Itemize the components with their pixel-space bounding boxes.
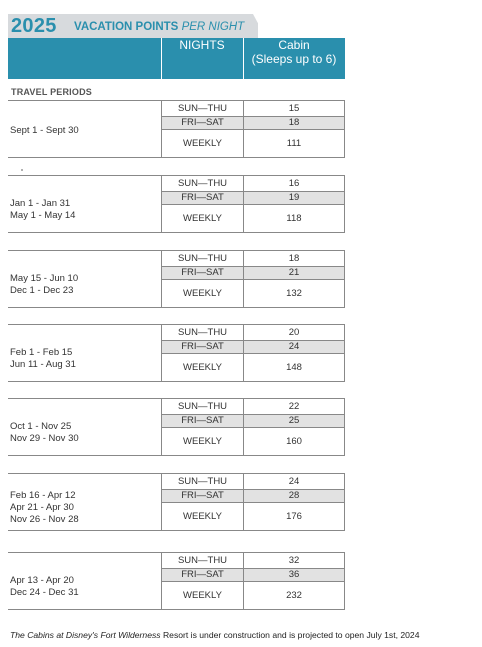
nights-label: WEEKLY: [183, 288, 222, 299]
nights-label: FRI—SAT: [181, 569, 224, 580]
column-divider: [344, 251, 345, 307]
points-value: 148: [286, 362, 302, 373]
nights-label: FRI—SAT: [181, 117, 224, 128]
column-divider: [344, 399, 345, 455]
points-value: 176: [286, 511, 302, 522]
nights-label: WEEKLY: [183, 138, 222, 149]
column-divider: [344, 101, 345, 157]
period-block: [8, 473, 345, 531]
period-dates: [10, 198, 160, 222]
points-value: 16: [288, 178, 300, 189]
nights-label: WEEKLY: [183, 362, 222, 373]
period-date-range: Dec 24 - Dec 31: [10, 587, 79, 598]
period-date-range: Oct 1 - Nov 25: [10, 421, 72, 432]
nights-label: FRI—SAT: [181, 490, 224, 501]
nights-label: FRI—SAT: [181, 267, 224, 278]
column-divider: [344, 176, 345, 232]
period-block: [8, 398, 345, 456]
nights-label: SUN—THU: [177, 253, 228, 264]
footnote: [10, 630, 420, 640]
period-date-range: Dec 1 - Dec 23: [10, 285, 74, 296]
period-dates: [10, 347, 160, 371]
period-date-range: Jan 1 - Jan 31: [10, 198, 71, 209]
period-date-range: Jun 11 - Aug 31: [10, 359, 76, 370]
points-value: 22: [288, 401, 300, 412]
nights-label: WEEKLY: [183, 511, 222, 522]
title-per-night: PER NIGHT: [181, 21, 245, 33]
period-date-range: May 1 - May 14: [10, 210, 76, 221]
title-main: VACATION POINTS: [74, 21, 179, 33]
points-value: 36: [288, 569, 300, 580]
title-text: [74, 21, 244, 33]
footnote-italic: The Cabins at Disney's Fort Wilderness: [10, 630, 161, 640]
nights-label: WEEKLY: [183, 213, 222, 224]
nights-label: FRI—SAT: [181, 192, 224, 203]
points-value: 111: [286, 138, 302, 149]
points-value: 28: [288, 490, 300, 501]
period-dates: [10, 575, 160, 599]
points-value: 15: [288, 103, 300, 114]
period-date-range: Nov 29 - Nov 30: [10, 433, 79, 444]
points-value: 24: [288, 476, 300, 487]
period-block: [8, 100, 345, 158]
period-date-range: Nov 26 - Nov 28: [10, 514, 79, 525]
nights-label: SUN—THU: [177, 327, 228, 338]
period-block: [8, 552, 345, 610]
nights-label: SUN—THU: [177, 103, 228, 114]
period-date-range: Apr 13 - Apr 20: [10, 575, 74, 586]
period-block: [8, 324, 345, 382]
column-divider: [344, 325, 345, 381]
points-value: 20: [288, 327, 300, 338]
column-divider: [344, 474, 345, 530]
nights-label: SUN—THU: [177, 178, 228, 189]
nights-label: FRI—SAT: [181, 341, 224, 352]
points-value: 25: [288, 415, 300, 426]
period-dates: [10, 490, 160, 526]
points-value: 232: [286, 590, 302, 601]
points-value: 18: [288, 253, 300, 264]
travel-periods-label: TRAVEL PERIODS: [11, 87, 92, 97]
period-date-range: Apr 21 - Apr 30: [10, 502, 74, 513]
nights-label: WEEKLY: [183, 436, 222, 447]
title-year: 2025: [11, 15, 57, 37]
header-nights: NIGHTS: [179, 38, 225, 52]
points-value: 32: [288, 555, 300, 566]
period-date-range: Feb 1 - Feb 15: [10, 347, 73, 358]
nights-label: WEEKLY: [183, 590, 222, 601]
period-date-range: Feb 16 - Apr 12: [10, 490, 76, 501]
header-cabin-sleeps: (Sleeps up to 6): [251, 52, 337, 66]
stray-dot: [21, 169, 23, 171]
points-value: 24: [288, 341, 300, 352]
nights-label: SUN—THU: [177, 555, 228, 566]
points-value: 118: [286, 213, 302, 224]
nights-label: FRI—SAT: [181, 415, 224, 426]
period-dates: [10, 421, 160, 445]
period-block: [8, 175, 345, 233]
header-cabin-title: Cabin: [278, 38, 310, 52]
points-value: 160: [286, 436, 302, 447]
period-block: [8, 250, 345, 308]
points-value: 19: [288, 192, 300, 203]
points-value: 18: [288, 117, 300, 128]
column-divider: [344, 553, 345, 609]
period-date-range: Sept 1 - Sept 30: [10, 125, 79, 136]
nights-label: SUN—THU: [177, 476, 228, 487]
period-dates: [10, 273, 160, 297]
nights-label: SUN—THU: [177, 401, 228, 412]
period-date-range: May 15 - Jun 10: [10, 273, 79, 284]
footnote-rest: Resort is under construction and is projected to open July 1st, 2024: [160, 630, 420, 640]
points-value: 21: [288, 267, 300, 278]
points-value: 132: [286, 288, 302, 299]
period-dates: [10, 125, 160, 137]
header-cabin: [243, 38, 345, 66]
